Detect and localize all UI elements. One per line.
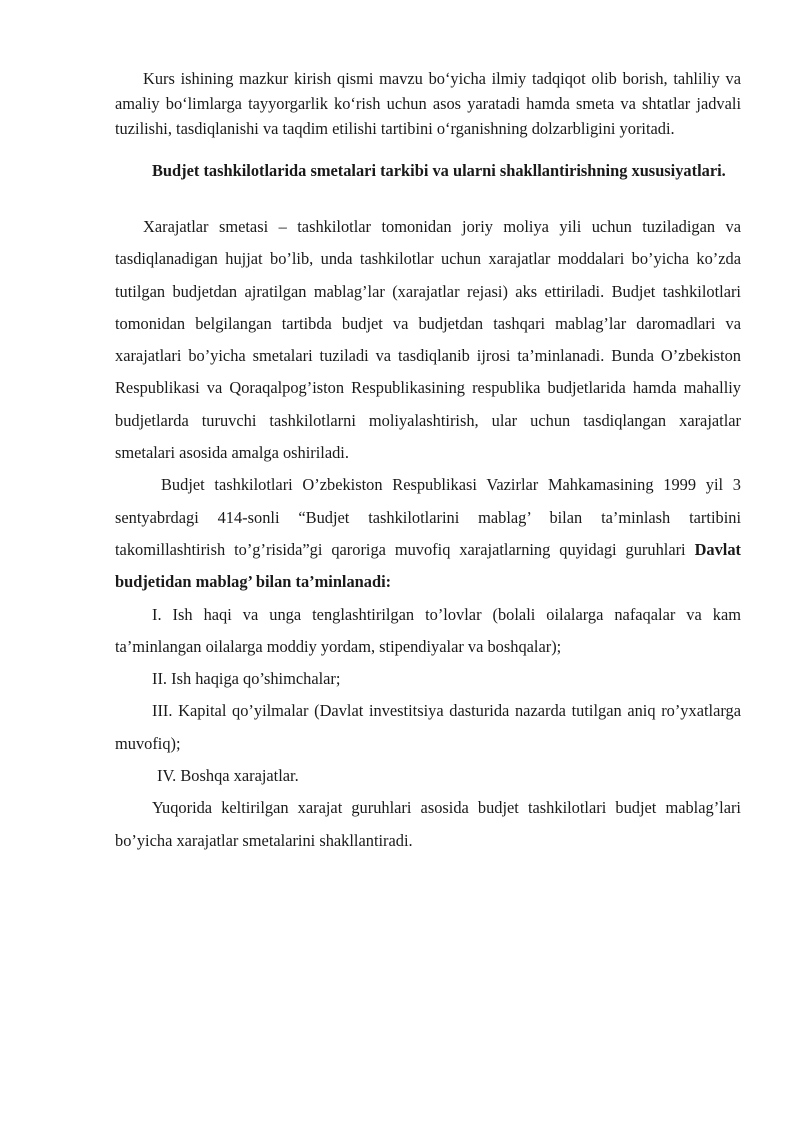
smeta-definition-paragraph: Xarajatlar smetasi – tashkilotlar tomonidan joriy moliya yili uchun tuziladigan va tasdiqlanadigan hujjat bo’lib, unda tashkilotlar uchun xarajatlar moddalari bo’yicha ko’zda tutilgan budjetdan ajratilgan mablag’lar (xarajatlar rejasi) aks ettiriladi. Budjet tashkilotlari tomonidan belgilangan tartibda budjet va budjetdan tashqari mablag’lar daromadlari va xarajatlari bo’yicha smetalari tuziladi va tasdiqlanib ijrosi ta’minlanadi. Bunda O’zbekiston Respublikasi va Qoraqalpog’iston Respublikasining respublika budjetlarida hamda mahalliy budjetlarda turuvchi tashkilotlarni moliyalashtirish, ular uchun tasdiqlangan xarajatlar smetalari asosida amalga oshiriladi. (115, 217, 741, 463)
document-content (115, 66, 741, 857)
decree-text: Budjet tashkilotlari O’zbekiston Respublikasi Vazirlar Mahkamasining 1999 yil 3 sentyabrdagi 414-sonli “Budjet tashkilotlarini mablag’ bilan ta’minlash tartibini takomillashtirish to’g’risida”gi qaroriga muvofiq xarajatlarning quyidagi guruhlari (115, 475, 741, 559)
list-item: IV. Boshqa xarajatlar. (157, 766, 299, 786)
decree-bold-text: Davlat budjetidan mablag’ bilan ta’minlanadi: (115, 539, 741, 592)
decree-paragraph (115, 469, 741, 598)
conclusion-paragraph: Yuqorida keltirilgan xarajat guruhlari asosida budjet tashkilotlari budjet mablag’lari bo’yicha xarajatlar smetalarini shakllantiradi. (115, 798, 741, 850)
intro-paragraph: Kurs ishining mazkur kirish qismi mavzu bo‘yicha ilmiy tadqiqot olib borish, tahliliy va amaliy bo‘limlarga tayyorgarlik ko‘rish uchun asos yaratadi hamda smeta va shtatlar jadvali tuzilishi, tasdiqlanishi va taqdim etilishi tartibini o‘rganishning dolzarbligini yoritadi. (115, 69, 741, 138)
list-item: I. Ish haqi va unga tenglashtirilgan to’lovlar (bolali oilalarga nafaqalar va kam ta’minlangan oilalarga moddiy yordam, stipendiyalar va boshqalar); (115, 604, 741, 656)
list-item: II. Ish haqiga qo’shimchalar; (152, 669, 341, 689)
section-heading: Budjet tashkilotlarida smetalari tarkibi va ularni shakllantirishning xususiyatlari. (152, 161, 726, 180)
list-item: III. Kapital qo’yilmalar (Davlat investitsiya dasturida nazarda tutilgan aniq ro’yxatlarga muvofiq); (115, 701, 741, 753)
